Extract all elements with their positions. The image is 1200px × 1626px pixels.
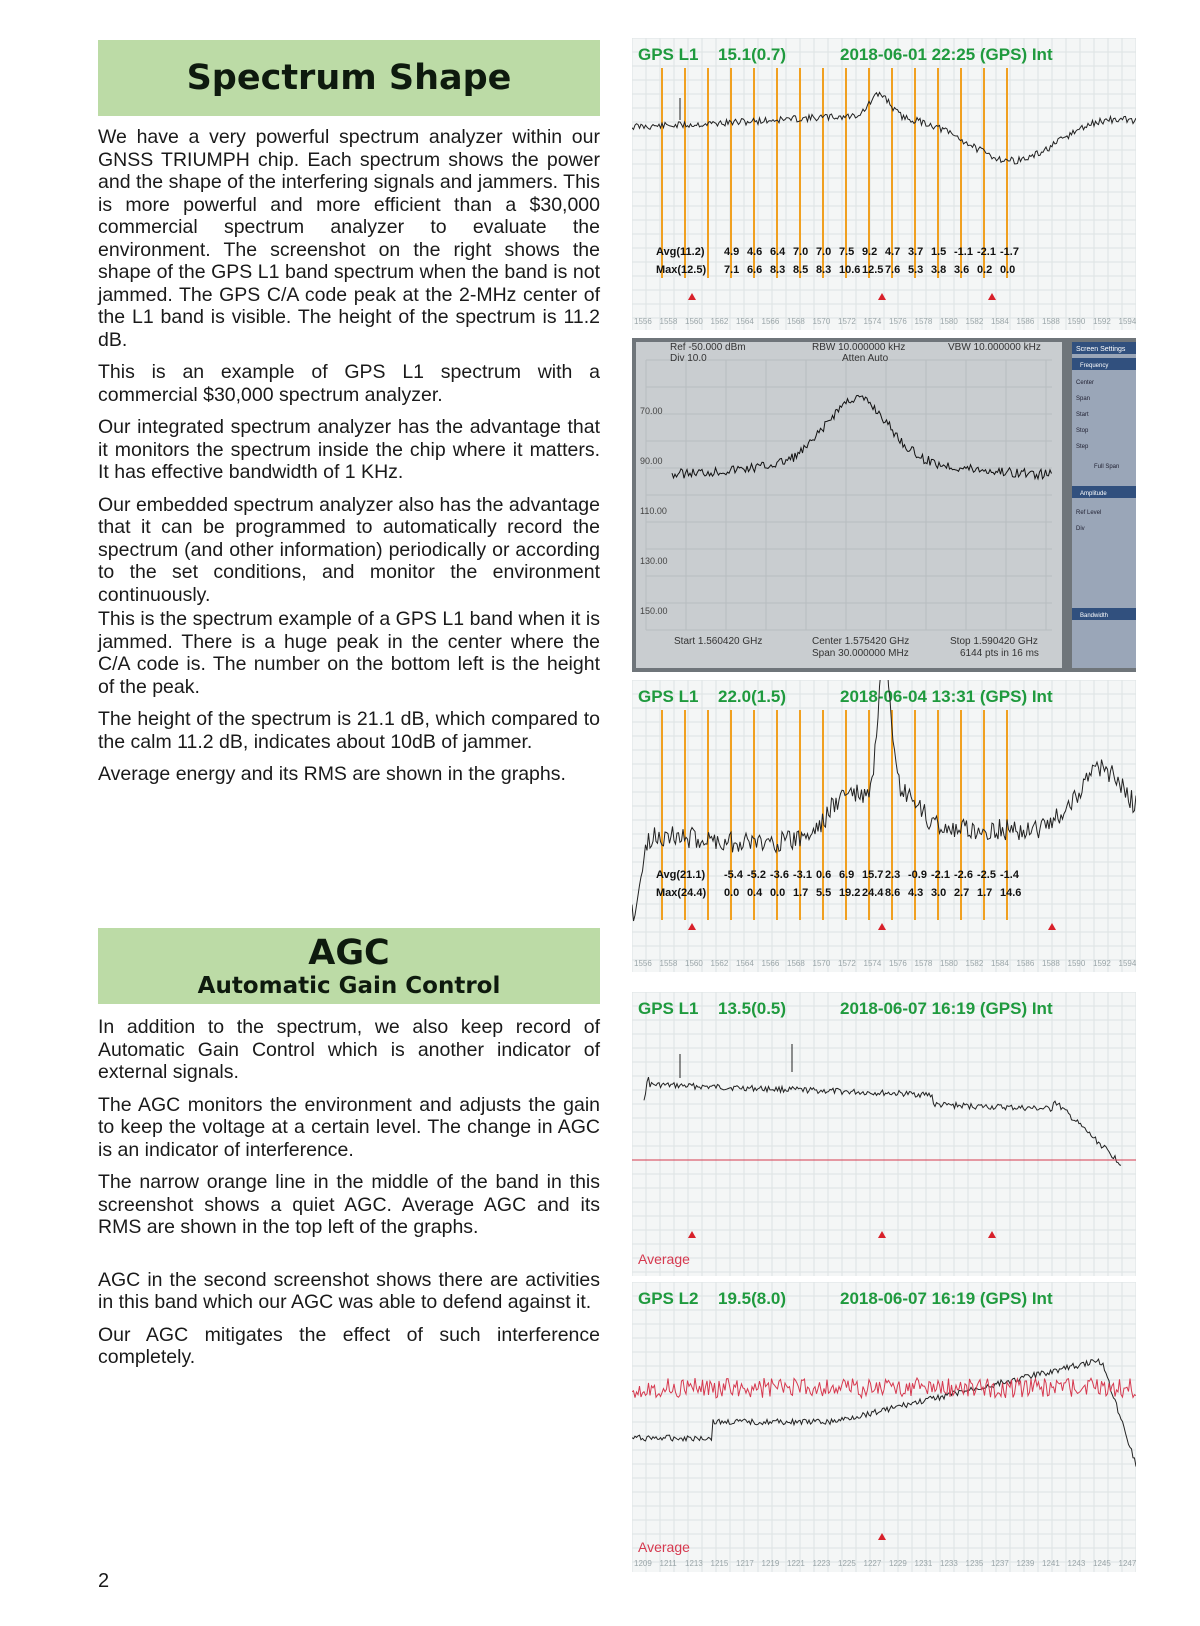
freq-tick-label: 1225 <box>838 1559 856 1568</box>
avg-value: -3.1 <box>793 869 812 881</box>
freq-tick-label: 1588 <box>1042 959 1060 968</box>
analyzer-ref-label: Ref -50.000 dBm <box>670 342 746 353</box>
max-value: 0.0 <box>724 887 740 899</box>
analyzer-screen <box>636 342 1062 668</box>
analyzer-y-label: 90.00 <box>640 456 663 466</box>
freq-tick-label: 1229 <box>889 1559 907 1568</box>
avg-label: Avg(21.1) <box>656 869 706 881</box>
max-value: 8.5 <box>793 264 809 276</box>
spectrum-paragraph: The height of the spectrum is 21.1 dB, which compared to the calm 11.2 dB, indicates about 10dB of jammer. <box>98 708 600 753</box>
freq-tick-label: 1584 <box>991 317 1009 326</box>
frequency-setting-label: Stop <box>1076 428 1089 434</box>
freq-tick-label: 1570 <box>812 959 831 968</box>
max-value: 1.7 <box>793 887 809 899</box>
plot-level-label: 19.5(8.0) <box>718 1289 787 1308</box>
amplitude-setting-label: Div <box>1076 526 1085 532</box>
freq-tick-label: 1578 <box>914 317 933 326</box>
analyzer-atten-label: Atten Auto <box>842 353 889 364</box>
freq-tick-label: 1237 <box>991 1559 1009 1568</box>
analyzer-y-label: 150.00 <box>640 606 668 616</box>
avg-value: -2.5 <box>977 869 996 881</box>
spectrum-plot-calm <box>632 38 1136 330</box>
freq-tick-label: 1211 <box>659 1559 677 1568</box>
side-panel-section-label: Bandwidth <box>1080 613 1109 619</box>
freq-tick-label: 1568 <box>787 959 805 968</box>
max-value: 2.7 <box>954 887 970 899</box>
frequency-setting-label: Start <box>1076 412 1089 418</box>
avg-value: -2.6 <box>954 869 973 881</box>
freq-tick-label: 1592 <box>1093 959 1111 968</box>
agc-subheading: Automatic Gain Control <box>197 973 501 999</box>
frequency-setting-label: Span <box>1076 396 1091 402</box>
plot-level-label: 15.1(0.7) <box>718 45 787 64</box>
full-span-button-label: Full Span <box>1094 464 1120 470</box>
analyzer-y-label: 70.00 <box>640 406 663 416</box>
plot-level-label: 22.0(1.5) <box>718 687 787 706</box>
freq-tick-label: 1221 <box>787 1559 805 1568</box>
freq-tick-label: 1209 <box>634 1559 652 1568</box>
freq-tick-label: 1562 <box>710 959 729 968</box>
avg-value: 0.6 <box>816 869 832 881</box>
avg-value: -5.2 <box>747 869 766 881</box>
frequency-setting-label: Step <box>1076 444 1089 450</box>
max-value: 0.4 <box>747 887 763 899</box>
freq-tick-label: 1560 <box>685 959 703 968</box>
plot-datetime-label: 2018-06-04 13:31 (GPS) Int <box>840 687 1053 706</box>
freq-tick-label: 1562 <box>710 317 729 326</box>
avg-value: 7.5 <box>839 246 855 258</box>
avg-value: 7.0 <box>793 246 809 258</box>
max-value: 0.2 <box>977 264 993 276</box>
max-value: 7.6 <box>885 264 901 276</box>
agc-paragraph: Our AGC mitigates the effect of such interference completely. <box>98 1323 600 1368</box>
analyzer-points-label: 6144 pts in 16 ms <box>960 648 1039 659</box>
spectrum-paragraph: Our embedded spectrum analyzer also has the advantage that it can be programmed to automatically record the spectrum (and other information) periodically or according to the set conditions, and monitor the environment continuously. <box>98 493 600 606</box>
side-panel-section-label: Amplitude <box>1080 491 1107 497</box>
max-value: 3.6 <box>954 264 970 276</box>
freq-tick-label: 1215 <box>710 1559 729 1568</box>
spectrum-paragraph: Average energy and its RMS are shown in the graphs. <box>98 763 566 785</box>
avg-value: -3.6 <box>770 869 789 881</box>
max-value: 14.6 <box>1000 887 1022 899</box>
freq-tick-label: 1592 <box>1093 317 1111 326</box>
freq-tick-label: 1576 <box>889 317 907 326</box>
freq-tick-label: 1582 <box>965 317 984 326</box>
freq-tick-label: 1564 <box>736 317 754 326</box>
freq-tick-label: 1590 <box>1067 317 1086 326</box>
plot-band-label: GPS L2 <box>638 1289 699 1308</box>
agc-average-label: Average <box>638 1539 690 1555</box>
freq-tick-label: 1584 <box>991 959 1009 968</box>
analyzer-div-label: Div 10.0 <box>670 353 707 364</box>
freq-tick-label: 1594 <box>1118 959 1136 968</box>
freq-tick-label: 1558 <box>659 317 678 326</box>
freq-tick-label: 1574 <box>863 317 882 326</box>
amplitude-setting-label: Ref Level <box>1076 510 1102 516</box>
spectrum-screenshot-jammed <box>632 680 1136 972</box>
max-label: Max(12.5) <box>656 264 707 276</box>
avg-value: 4.9 <box>724 246 740 258</box>
plot-datetime-label: 2018-06-01 22:25 (GPS) Int <box>840 45 1053 64</box>
plot-datetime-label: 2018-06-07 16:19 (GPS) Int <box>840 999 1053 1018</box>
avg-value: 4.6 <box>747 246 763 258</box>
max-value: 4.3 <box>908 887 924 899</box>
agc-average-label: Average <box>638 1251 690 1267</box>
spectrum-paragraph: We have a very powerful spectrum analyzer within our GNSS TRIUMPH chip. Each spectrum shows the power and the shape of the interfering signals and jammers. This is more powerful and more efficient than a $30,000 commercial spectrum analyzer to evaluate the environment. The screenshot on the right shows the shape of the GPS L1 band spectrum when the band is not jammed. The GPS C/A code peak at the 2-MHz center of the L1 band is visible. The height of the spectrum is 11.2 dB. <box>98 126 600 351</box>
avg-value: -1.1 <box>954 246 973 258</box>
freq-tick-label: 1566 <box>761 317 780 326</box>
agc-paragraph: In addition to the spectrum, we also keep record of Automatic Gain Control which is another indicator of external signals. <box>98 1016 600 1083</box>
avg-value: -0.9 <box>908 869 927 881</box>
avg-value: 9.2 <box>862 246 878 258</box>
freq-tick-label: 1556 <box>634 317 652 326</box>
analyzer-vbw-label: VBW 10.000000 kHz <box>948 342 1041 353</box>
avg-value: 15.7 <box>862 869 884 881</box>
max-value: 7.1 <box>724 264 740 276</box>
freq-tick-label: 1572 <box>838 959 856 968</box>
max-value: 5.5 <box>816 887 832 899</box>
freq-tick-label: 1558 <box>659 959 678 968</box>
freq-tick-label: 1590 <box>1067 959 1086 968</box>
freq-tick-label: 1223 <box>812 1559 831 1568</box>
frequency-setting-label: Center <box>1076 380 1095 386</box>
spectrum-screenshot-calm <box>632 38 1136 330</box>
freq-tick-label: 1580 <box>940 317 958 326</box>
agc-screenshot-l2 <box>632 1282 1136 1572</box>
spectrum-heading-box <box>98 40 600 116</box>
max-value: 10.6 <box>839 264 861 276</box>
freq-tick-label: 1556 <box>634 959 652 968</box>
avg-value: 6.9 <box>839 869 855 881</box>
freq-tick-label: 1227 <box>863 1559 882 1568</box>
plot-level-label: 13.5(0.5) <box>718 999 787 1018</box>
agc-heading: AGC <box>308 933 390 973</box>
freq-tick-label: 1235 <box>965 1559 984 1568</box>
commercial-analyzer-plot <box>632 338 1136 672</box>
max-value: 0.0 <box>1000 264 1016 276</box>
freq-tick-label: 1580 <box>940 959 958 968</box>
avg-value: 3.7 <box>908 246 924 258</box>
plot-band-label: GPS L1 <box>638 45 699 64</box>
freq-tick-label: 1570 <box>812 317 831 326</box>
freq-tick-label: 1217 <box>736 1559 754 1568</box>
analyzer-y-label: 130.00 <box>640 556 668 566</box>
max-value: 0.0 <box>770 887 786 899</box>
freq-tick-label: 1586 <box>1016 317 1035 326</box>
freq-tick-label: 1239 <box>1016 1559 1035 1568</box>
spectrum-paragraph: This is the spectrum example of a GPS L1 band when it is jammed. There is a huge peak in the center where the C/A code is. The number on the bottom left is the height of the peak. <box>98 608 600 698</box>
spectrum-heading: Spectrum Shape <box>186 58 512 98</box>
agc-paragraph: The narrow orange line in the middle of the band in this screenshot shows a quiet AGC. Average AGC and its RMS are shown in the top left of the graphs. <box>98 1171 600 1238</box>
agc-paragraph: The AGC monitors the environment and adjusts the gain to keep the voltage at a certain level. The change in AGC is an indicator of interference. <box>98 1093 600 1161</box>
freq-tick-label: 1247 <box>1118 1559 1136 1568</box>
avg-value: 7.0 <box>816 246 832 258</box>
agc-heading-box <box>98 928 600 1004</box>
max-value: 8.3 <box>816 264 832 276</box>
freq-tick-label: 1582 <box>965 959 984 968</box>
freq-tick-label: 1233 <box>940 1559 958 1568</box>
analyzer-start-label: Start 1.560420 GHz <box>674 636 763 647</box>
max-value: 3.0 <box>931 887 947 899</box>
avg-value: 1.5 <box>931 246 947 258</box>
freq-tick-label: 1560 <box>685 317 703 326</box>
spectrum-section <box>98 40 600 796</box>
freq-tick-label: 1578 <box>914 959 933 968</box>
side-panel-section-label: Frequency <box>1080 363 1109 369</box>
avg-value: 6.4 <box>770 246 786 258</box>
freq-tick-label: 1586 <box>1016 959 1035 968</box>
freq-tick-label: 1588 <box>1042 317 1060 326</box>
freq-tick-label: 1566 <box>761 959 780 968</box>
spectrum-plot-jammed <box>632 680 1136 972</box>
analyzer-span-label: Span 30.000000 MHz <box>812 648 909 659</box>
freq-tick-label: 1568 <box>787 317 805 326</box>
freq-tick-label: 1231 <box>914 1559 933 1568</box>
max-value: 24.4 <box>862 887 884 899</box>
max-value: 12.5 <box>862 264 884 276</box>
avg-value: 4.7 <box>885 246 901 258</box>
freq-tick-label: 1564 <box>736 959 754 968</box>
plot-band-label: GPS L1 <box>638 999 699 1018</box>
analyzer-y-label: 110.00 <box>640 506 667 516</box>
avg-value: -1.4 <box>1000 869 1019 881</box>
avg-value: 2.3 <box>885 869 901 881</box>
max-value: 1.7 <box>977 887 993 899</box>
avg-value: -5.4 <box>724 869 743 881</box>
avg-value: -2.1 <box>931 869 950 881</box>
freq-tick-label: 1213 <box>685 1559 703 1568</box>
commercial-analyzer-screenshot <box>632 338 1136 672</box>
freq-tick-label: 1572 <box>838 317 856 326</box>
max-value: 19.2 <box>839 887 861 899</box>
freq-tick-label: 1594 <box>1118 317 1136 326</box>
freq-tick-label: 1243 <box>1067 1559 1086 1568</box>
max-value: 8.6 <box>885 887 901 899</box>
agc-plot-l1 <box>632 992 1136 1276</box>
freq-tick-label: 1219 <box>761 1559 780 1568</box>
analyzer-stop-label: Stop 1.590420 GHz <box>950 636 1038 647</box>
spectrum-paragraph: Our integrated spectrum analyzer has the advantage that it monitors the spectrum inside the chip where it matters. It has effective bandwidth of 1 KHz. <box>98 416 600 483</box>
freq-tick-label: 1576 <box>889 959 907 968</box>
avg-value: -1.7 <box>1000 246 1019 258</box>
max-label: Max(24.4) <box>656 887 707 899</box>
agc-plot-l2 <box>632 1282 1136 1572</box>
max-value: 8.3 <box>770 264 786 276</box>
plot-band-label: GPS L1 <box>638 687 699 706</box>
freq-tick-label: 1241 <box>1042 1559 1060 1568</box>
agc-screenshot-l1 <box>632 992 1136 1276</box>
analyzer-center-label: Center 1.575420 GHz <box>812 636 910 647</box>
spectrum-paragraph: This is an example of GPS L1 spectrum with a commercial $30,000 spectrum analyzer. <box>98 361 600 406</box>
analyzer-rbw-label: RBW 10.000000 kHz <box>812 342 906 353</box>
freq-tick-label: 1574 <box>863 959 882 968</box>
max-value: 6.6 <box>747 264 763 276</box>
plot-datetime-label: 2018-06-07 16:19 (GPS) Int <box>840 1289 1053 1308</box>
avg-value: -2.1 <box>977 246 996 258</box>
avg-label: Avg(11.2) <box>656 246 705 258</box>
page-number: 2 <box>98 1570 110 1592</box>
max-value: 5.3 <box>908 264 924 276</box>
agc-paragraph: AGC in the second screenshot shows there are activities in this band which our AGC was able to defend against it. <box>98 1268 600 1313</box>
freq-tick-label: 1245 <box>1093 1559 1111 1568</box>
max-value: 3.8 <box>931 264 947 276</box>
agc-section <box>98 928 600 1379</box>
side-panel-title: Screen Settings <box>1076 346 1126 353</box>
